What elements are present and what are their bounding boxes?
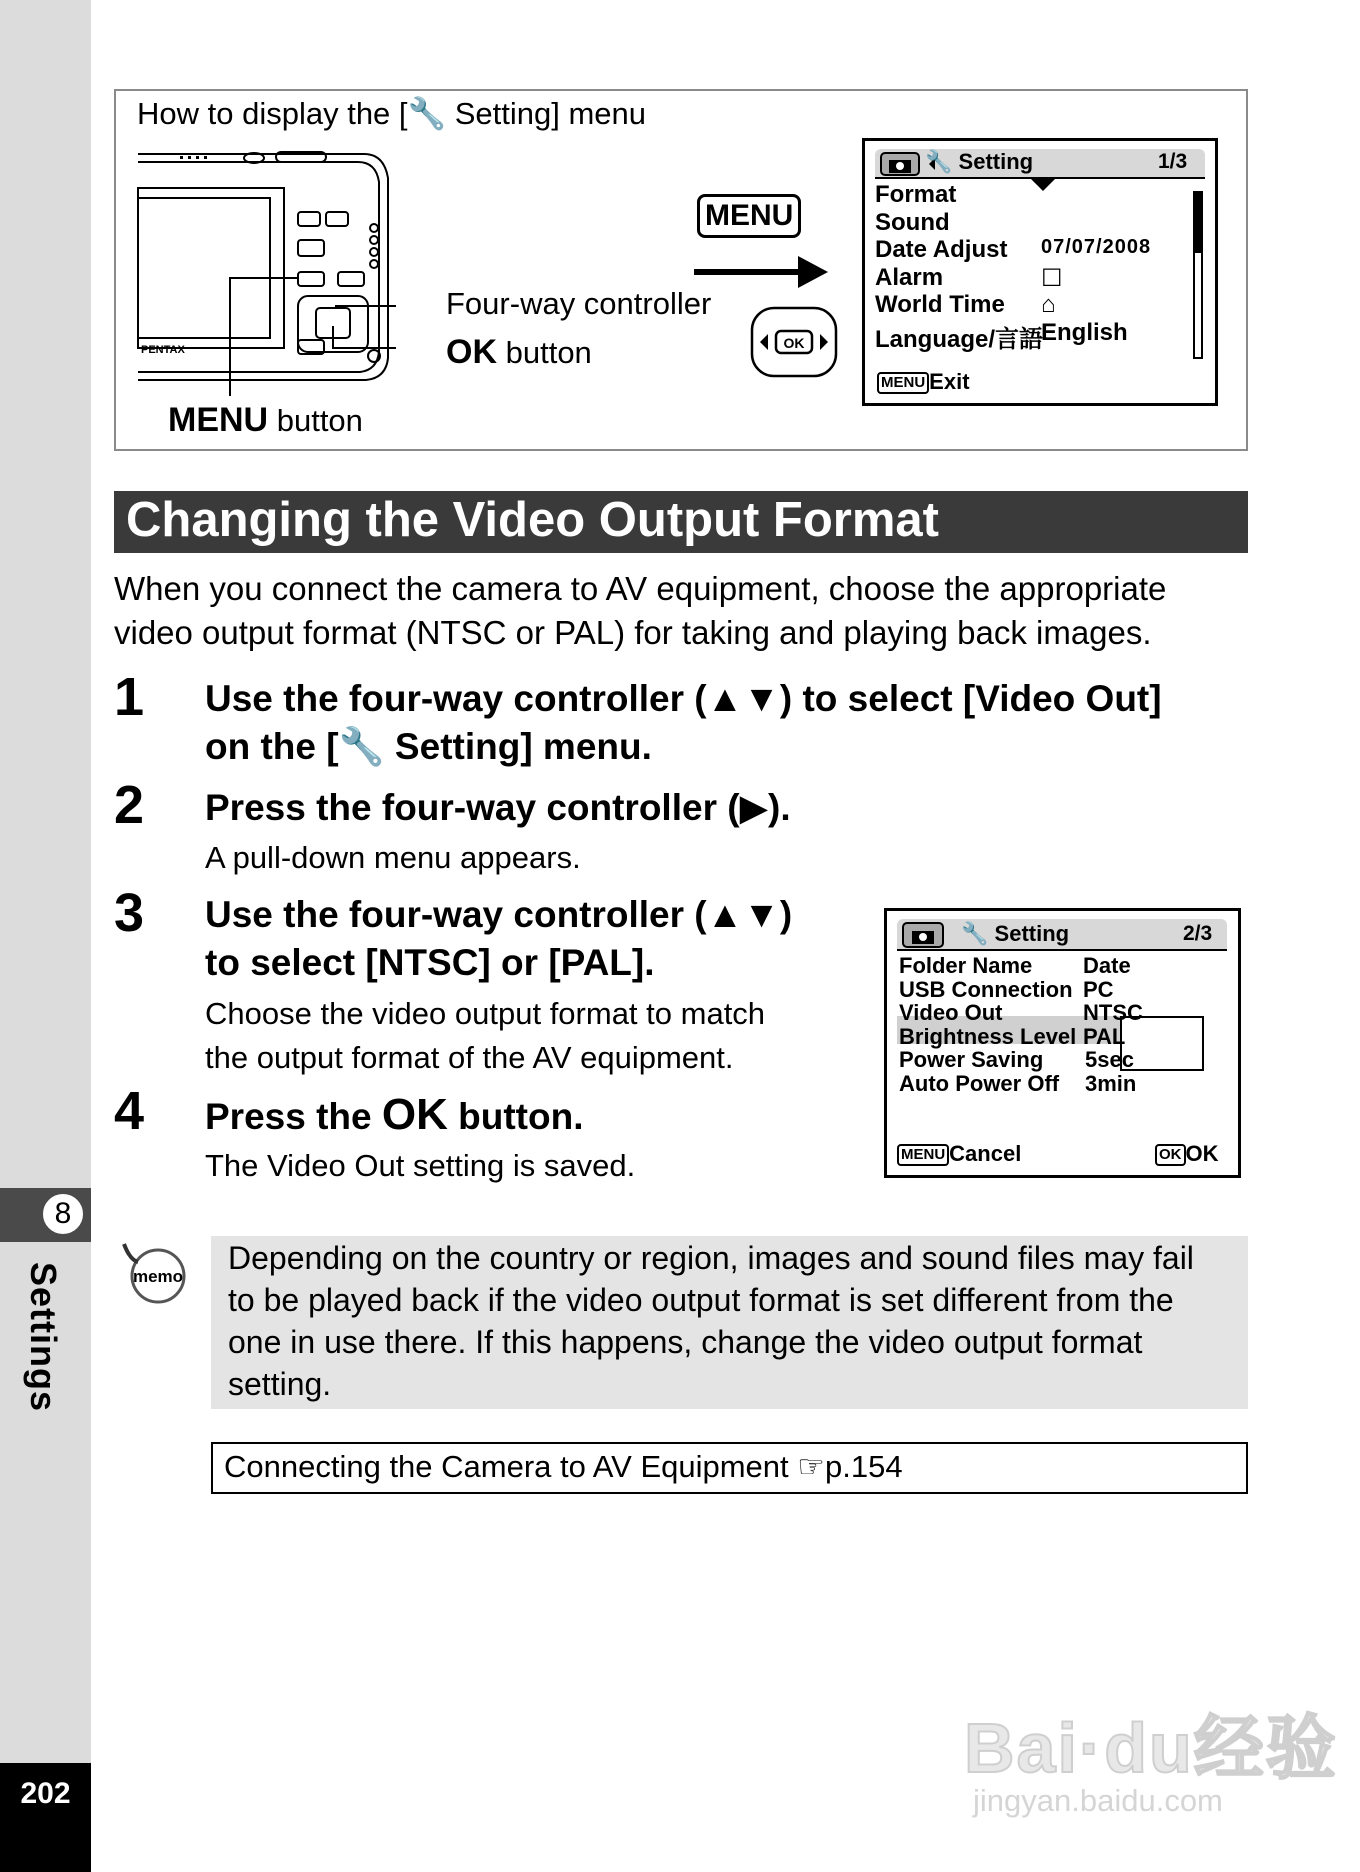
lcd2-wrench-icon: 🔧 — [961, 921, 989, 946]
intro-line-1: When you connect the camera to AV equipment, choose the appropriate — [114, 570, 1167, 607]
lcd2-menu-key-icon: MENU — [897, 1144, 949, 1166]
ok-key-text: OK — [783, 335, 805, 351]
lcd2-cancel-label: Cancel — [949, 1141, 1022, 1166]
lcd1-exit-label: Exit — [929, 369, 970, 394]
lcd2-row-value: PAL — [1083, 1023, 1126, 1049]
four-way-controller-icon — [750, 306, 840, 380]
chapter-strip — [0, 0, 91, 1872]
watermark-logo: Bai·du经验 — [964, 1709, 1338, 1787]
lcd1-row-value: English — [1041, 318, 1128, 346]
step-3-sub-line-2: the output format of the AV equipment. — [205, 1040, 734, 1075]
lcd1-page: 1/3 — [1158, 150, 1188, 173]
ok-glyph: OK — [381, 1090, 448, 1139]
memo-icon — [118, 1240, 190, 1306]
menu-strong: MENU — [168, 401, 269, 439]
lcd2-tab-title: Setting — [994, 921, 1070, 946]
lcd1-row-label: Date Adjust — [875, 236, 1008, 263]
lcd1-scrollbar — [1193, 191, 1203, 359]
memo-line-2: to be played back if the video output format is set different from the — [228, 1282, 1174, 1318]
lcd2-row-value: PC — [1083, 976, 1114, 1002]
lcd1-menu-key-icon: MENU — [877, 372, 929, 394]
menu-rest: button — [268, 403, 363, 438]
lcd2-row-value: Date — [1083, 953, 1131, 978]
memo-line-4: setting. — [228, 1366, 332, 1402]
lcd2-ok-label: OK — [1185, 1141, 1219, 1166]
camera-brand: PENTAX — [141, 344, 185, 356]
four-way-controller-label: Four-way controller — [446, 286, 712, 321]
menu-key-icon: MENU — [697, 194, 801, 238]
lcd2-row-value: NTSC — [1083, 1000, 1143, 1025]
step-2-sub: A pull-down menu appears. — [205, 840, 581, 875]
lcd2-row-label: Video Out — [899, 1000, 1003, 1025]
lcd1-row-label: Sound — [875, 208, 950, 236]
lcd1-row-label: World Time — [875, 291, 1005, 318]
memo-line-3: one in use there. If this happens, change the video output format — [228, 1324, 1143, 1360]
chapter-number: 8 — [40, 1191, 86, 1237]
step-1-title-line-1: Use the four-way controller (▲▼) to select [Video Out] — [205, 678, 1162, 719]
lcd2-ok-key-icon: OK — [1155, 1144, 1186, 1166]
step-4-title: Press the OK button. — [205, 1090, 584, 1139]
watermark-url: jingyan.baidu.com — [973, 1783, 1223, 1818]
chapter-label: Settings — [23, 1262, 64, 1413]
ok-strong: OK — [446, 333, 497, 371]
lcd2-row-label: Power Saving — [899, 1047, 1044, 1072]
lcd1-tab-title: Setting — [958, 149, 1034, 174]
intro-line-2: video output format (NTSC or PAL) for taking and playing back images. — [114, 614, 1152, 651]
step-3-title-line-1: Use the four-way controller (▲▼) — [205, 894, 793, 935]
right-arrow-icon — [692, 252, 832, 292]
lcd1-row-label: Format — [875, 181, 957, 208]
step-4-sub: The Video Out setting is saved. — [205, 1148, 636, 1183]
section-heading: Changing the Video Output Format — [126, 493, 939, 547]
step-4-number: 4 — [114, 1081, 145, 1141]
step-1-number: 1 — [114, 667, 145, 727]
lcd2-row-label: Auto Power Off — [899, 1070, 1060, 1096]
lcd1-row-value: ☐ — [1041, 264, 1063, 292]
lcd2-row-label: Brightness Level — [899, 1023, 1077, 1049]
setting-menu-screen-2 — [884, 908, 1241, 1178]
step-3-number: 3 — [114, 883, 145, 943]
lcd2-row-label: Folder Name — [899, 953, 1033, 978]
lcd1-row-value: 07/07/2008 — [1041, 236, 1152, 258]
step-2-number: 2 — [114, 775, 145, 835]
lcd2-row-value: 5sec — [1085, 1047, 1134, 1072]
setting-menu-screen-1 — [862, 138, 1218, 406]
step-3-title-line-2: to select [NTSC] or [PAL]. — [205, 942, 655, 983]
step-3-sub-line-1: Choose the video output format to match — [205, 996, 766, 1031]
ok-rest: button — [497, 335, 592, 370]
ok-button-label — [446, 333, 592, 372]
menu-button-label — [168, 401, 363, 440]
lcd1-row-label: Language/言語 — [875, 325, 1044, 353]
lcd2-row-value: 3min — [1085, 1070, 1137, 1096]
howto-title: How to display the [🔧 Setting] menu — [137, 96, 647, 131]
lcd2-row-label: USB Connection — [899, 976, 1073, 1002]
lcd1-row-value: ⌂ — [1041, 291, 1056, 318]
down-caret-icon — [1031, 179, 1055, 193]
lcd1-row-label: Alarm — [875, 263, 944, 291]
lcd2-page: 2/3 — [1183, 922, 1213, 945]
memo-icon-label: memo — [132, 1267, 184, 1286]
page-number: 202 — [20, 1777, 71, 1810]
step-1-title-line-2: on the [🔧 Setting] menu. — [205, 726, 652, 767]
camera-back-illustration — [136, 148, 396, 418]
lcd2-camera-tab-icon — [901, 921, 949, 949]
lcd1-wrench-icon: 🔧 — [925, 149, 953, 174]
memo-line-1: Depending on the country or region, images and sound files may fail — [228, 1240, 1194, 1276]
step-2-title: Press the four-way controller (▶). — [205, 787, 791, 828]
reference-link[interactable]: Connecting the Camera to AV Equipment ☞p.154 — [224, 1449, 903, 1484]
